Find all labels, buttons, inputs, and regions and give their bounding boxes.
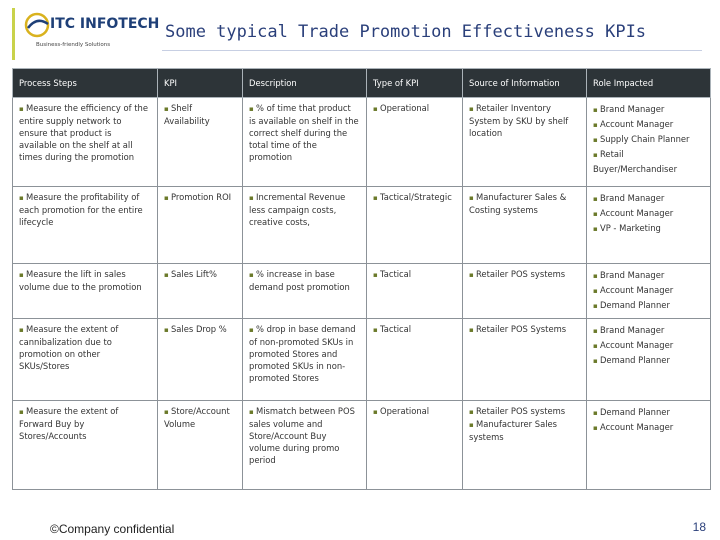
role-item: ▪ Brand Manager: [593, 323, 704, 338]
role-item: ▪ Retail Buyer/Merchandiser: [593, 147, 704, 176]
process-step-text: ▪ Measure the extent of cannibalization due to promotion on other SKUs/Stores: [19, 323, 151, 372]
description-cell: [243, 401, 367, 490]
roles-cell: [587, 187, 711, 264]
table-row: [13, 401, 711, 490]
description-text: ▪ Incremental Revenue less campaign costs, creative costs,: [249, 191, 360, 228]
description-cell: [243, 264, 367, 319]
kpi-type-text: ▪ Tactical/Strategic: [373, 191, 456, 204]
logo-swirl-icon: [22, 10, 52, 40]
process-step-cell: [13, 187, 158, 264]
kpi-type-text: ▪ Tactical: [373, 323, 456, 336]
column-header: KPI: [158, 69, 243, 98]
process-step-text: ▪ Measure the lift in sales volume due to the promotion: [19, 268, 151, 293]
page-title: Some typical Trade Promotion Effectiveness KPIs: [165, 22, 647, 42]
kpi-table: [12, 68, 711, 490]
role-item: ▪ Account Manager: [593, 206, 704, 221]
source-text: ▪ Retailer POS systems: [469, 405, 580, 418]
role-item: ▪ Demand Planner: [593, 405, 704, 420]
logo-accent-bar: [12, 8, 15, 60]
kpi-type-text: ▪ Operational: [373, 102, 456, 115]
kpi-cell: [158, 401, 243, 490]
description-text: ▪ % drop in base demand of non-promoted SKUs in promoted Stores and promoted SKUs in non-promoted Stores: [249, 323, 360, 384]
logo-name: ITC INFOTECH: [50, 16, 160, 32]
kpi-text: ▪ Sales Lift%: [164, 268, 236, 281]
roles-cell: [587, 401, 711, 490]
description-cell: [243, 98, 367, 187]
role-item: ▪ Demand Planner: [593, 353, 704, 368]
kpi-type-cell: [367, 264, 463, 319]
role-item: ▪ VP - Marketing: [593, 221, 704, 236]
kpi-type-text: ▪ Operational: [373, 405, 456, 418]
kpi-type-cell: [367, 319, 463, 401]
source-cell: [463, 319, 587, 401]
kpi-type-cell: [367, 98, 463, 187]
source-cell: [463, 264, 587, 319]
table-header-row: [13, 69, 711, 98]
kpi-cell: [158, 187, 243, 264]
confidentiality-notice: ©Company confidential: [50, 522, 175, 536]
process-step-text: ▪ Measure the efficiency of the entire supply network to ensure that product is available on the shelf at all times during the promotion: [19, 102, 151, 163]
source-text: ▪ Retailer POS Systems: [469, 323, 580, 336]
role-item: ▪ Brand Manager: [593, 191, 704, 206]
logo-tagline: Business-friendly Solutions: [36, 42, 111, 48]
page-number: 18: [692, 520, 706, 534]
source-text: ▪ Manufacturer Sales systems: [469, 418, 580, 443]
kpi-text: ▪ Shelf Availability: [164, 102, 236, 127]
column-header: Role Impacted: [587, 69, 711, 98]
source-text: ▪ Retailer POS systems: [469, 268, 580, 281]
process-step-text: ▪ Measure the profitability of each promotion for the entire lifecycle: [19, 191, 151, 228]
company-logo: [22, 10, 162, 58]
kpi-cell: [158, 319, 243, 401]
kpi-text: ▪ Store/Account Volume: [164, 405, 236, 430]
description-cell: [243, 187, 367, 264]
roles-cell: [587, 98, 711, 187]
description-text: ▪ % of time that product is available on shelf in the correct shelf during the total time of the promotion: [249, 102, 360, 163]
roles-cell: [587, 319, 711, 401]
process-step-cell: [13, 264, 158, 319]
process-step-cell: [13, 319, 158, 401]
kpi-cell: [158, 264, 243, 319]
table-row: [13, 264, 711, 319]
description-text: ▪ Mismatch between POS sales volume and Store/Account Buy volume during promo period: [249, 405, 360, 466]
source-cell: [463, 401, 587, 490]
role-item: ▪ Account Manager: [593, 338, 704, 353]
kpi-type-text: ▪ Tactical: [373, 268, 456, 281]
process-step-cell: [13, 401, 158, 490]
table-row: [13, 98, 711, 187]
roles-cell: [587, 264, 711, 319]
source-cell: [463, 98, 587, 187]
source-cell: [463, 187, 587, 264]
source-text: ▪ Manufacturer Sales & Costing systems: [469, 191, 580, 216]
column-header: Type of KPI: [367, 69, 463, 98]
role-item: ▪ Supply Chain Planner: [593, 132, 704, 147]
process-step-cell: [13, 98, 158, 187]
role-item: ▪ Demand Planner: [593, 298, 704, 313]
role-item: ▪ Brand Manager: [593, 268, 704, 283]
kpi-cell: [158, 98, 243, 187]
table-row: [13, 187, 711, 264]
column-header: Source of Information: [463, 69, 587, 98]
source-text: ▪ Retailer Inventory System by SKU by shelf location: [469, 102, 580, 139]
column-header: Process Steps: [13, 69, 158, 98]
role-item: ▪ Brand Manager: [593, 102, 704, 117]
process-step-text: ▪ Measure the extent of Forward Buy by Stores/Accounts: [19, 405, 151, 442]
column-header: Description: [243, 69, 367, 98]
role-item: ▪ Account Manager: [593, 283, 704, 298]
kpi-text: ▪ Promotion ROI: [164, 191, 236, 204]
kpi-type-cell: [367, 187, 463, 264]
kpi-type-cell: [367, 401, 463, 490]
table-row: [13, 319, 711, 401]
description-text: ▪ % increase in base demand post promotion: [249, 268, 360, 293]
role-item: ▪ Account Manager: [593, 420, 704, 435]
kpi-text: ▪ Sales Drop %: [164, 323, 236, 336]
role-item: ▪ Account Manager: [593, 117, 704, 132]
title-divider: [162, 50, 702, 51]
description-cell: [243, 319, 367, 401]
